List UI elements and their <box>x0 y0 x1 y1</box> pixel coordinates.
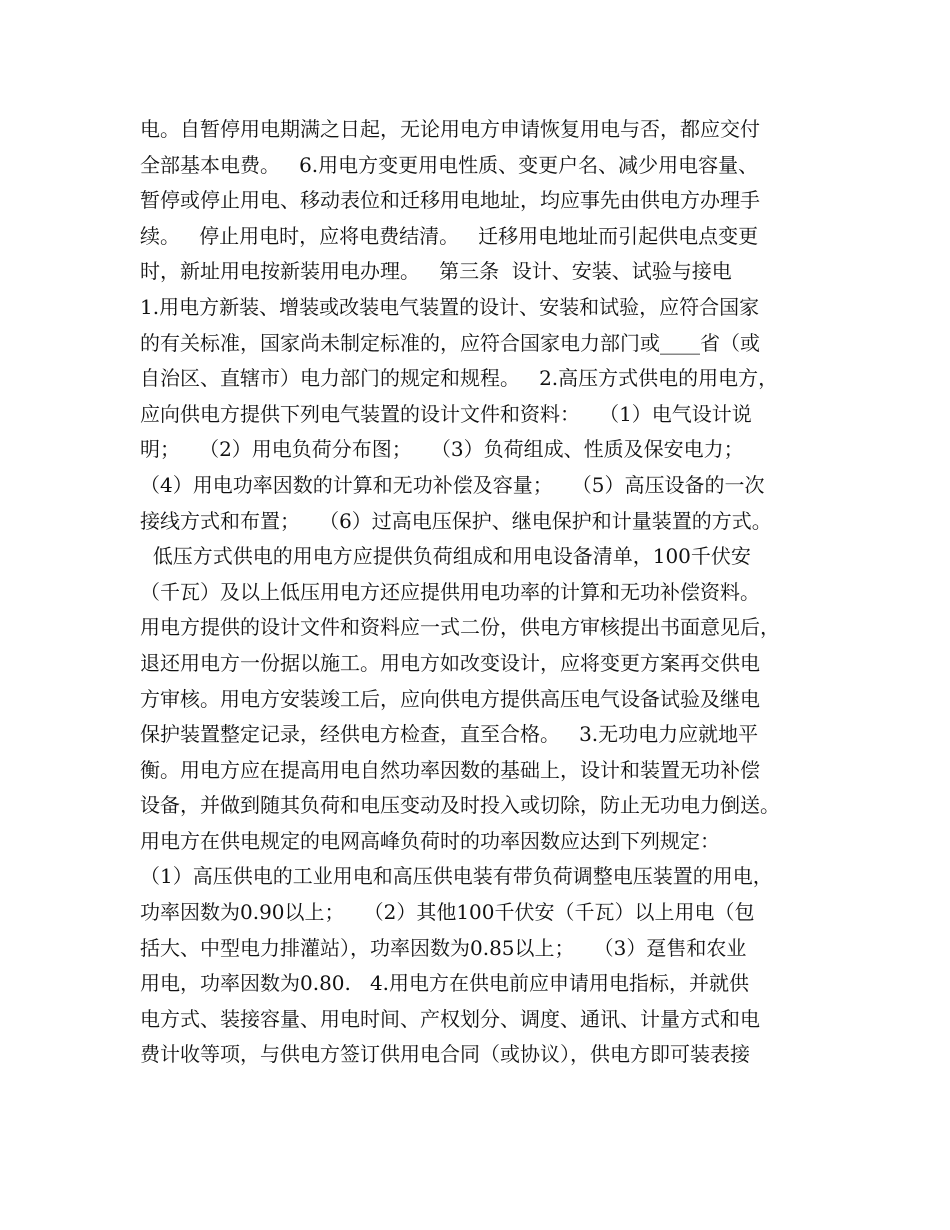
text-line: 1.用电方新装、增装或改装电气装置的设计、安装和试验，应符合国家 <box>140 294 760 319</box>
text-line: 用电方在供电规定的电网高峰负荷时的功率因数应达到下列规定： <box>140 828 720 853</box>
text-line: 接线方式和布置； （6）过高电压保护、继电保护和计量装置的方式。 <box>140 508 772 533</box>
text-line: 低压方式供电的用电方应提供负荷组成和用电设备清单，100千伏安 <box>140 544 751 569</box>
text-line: 设备，并做到随其负荷和电压变动及时投入或切除，防止无功电力倒送。 <box>140 793 780 818</box>
text-line: 费计收等项，与供电方签订供用电合同（或协议），供电方即可装表接 <box>140 1042 750 1067</box>
text-line: 方审核。用电方安装竣工后，应向供电方提供高压电气设备试验及继电 <box>140 686 760 711</box>
text-line: 退还用电方一份据以施工。用电方如改变设计，应将变更方案再交供电 <box>140 650 760 675</box>
text-line: 暂停或停止用电、移动表位和迁移用电地址，均应事先由供电方办理手 <box>140 188 760 213</box>
text-line: 保护装置整定记录，经供电方检查，直至合格。 3.无功电力应就地平 <box>140 722 759 747</box>
text-line: 应向供电方提供下列电气装置的设计文件和资料： （1）电气设计说 <box>140 401 752 426</box>
text-line: 的有关标准，国家尚未制定标准的，应符合国家电力部门或____省（或 <box>140 330 760 355</box>
text-line: （1）高压供电的工业用电和高压供电装有带负荷调整电压装置的用电， <box>140 864 773 889</box>
text-line: 用电，功率因数为0.80. 4.用电方在供电前应申请用电指标，并就供 <box>140 971 750 996</box>
text-line: 续。 停止用电时，应将电费结清。 迁移用电地址而引起供电点变更 <box>140 223 759 248</box>
text-line: 用电方提供的设计文件和资料应一式二份，供电方审核提出书面意见后， <box>140 615 780 640</box>
contract-body-text <box>140 112 820 1073</box>
text-line: 明； （2）用电负荷分布图； （3）负荷组成、性质及保安电力； <box>140 437 744 462</box>
text-line: 自治区、直辖市）电力部门的规定和规程。 2.高压方式供电的用电方， <box>140 366 779 391</box>
text-line: 衡。用电方应在提高用电自然功率因数的基础上，设计和装置无功补偿 <box>140 757 760 782</box>
text-line: 电方式、装接容量、用电时间、产权划分、调度、通讯、计量方式和电 <box>140 1006 760 1031</box>
text-line: 括大、中型电力排灌站），功率因数为0.85以上； （3）趸售和农业 <box>140 935 747 960</box>
text-line: 全部基本电费。 6.用电方变更用电性质、变更户名、减少用电容量、 <box>140 152 759 177</box>
text-line: 电。自暂停用电期满之日起，无论用电方申请恢复用电与否，都应交付 <box>140 117 760 141</box>
text-line: （千瓦）及以上低压用电方还应提供用电功率的计算和无功补偿资料。 <box>140 579 760 604</box>
text-line: （4）用电功率因数的计算和无功补偿及容量； （5）高压设备的一次 <box>140 472 765 497</box>
text-line: 功率因数为0.90以上； （2）其他100千伏安（千瓦）以上用电（包 <box>140 900 755 925</box>
text-line: 时，新址用电按新装用电办理。 第三条 设计、安装、试验与接电 <box>140 259 732 284</box>
